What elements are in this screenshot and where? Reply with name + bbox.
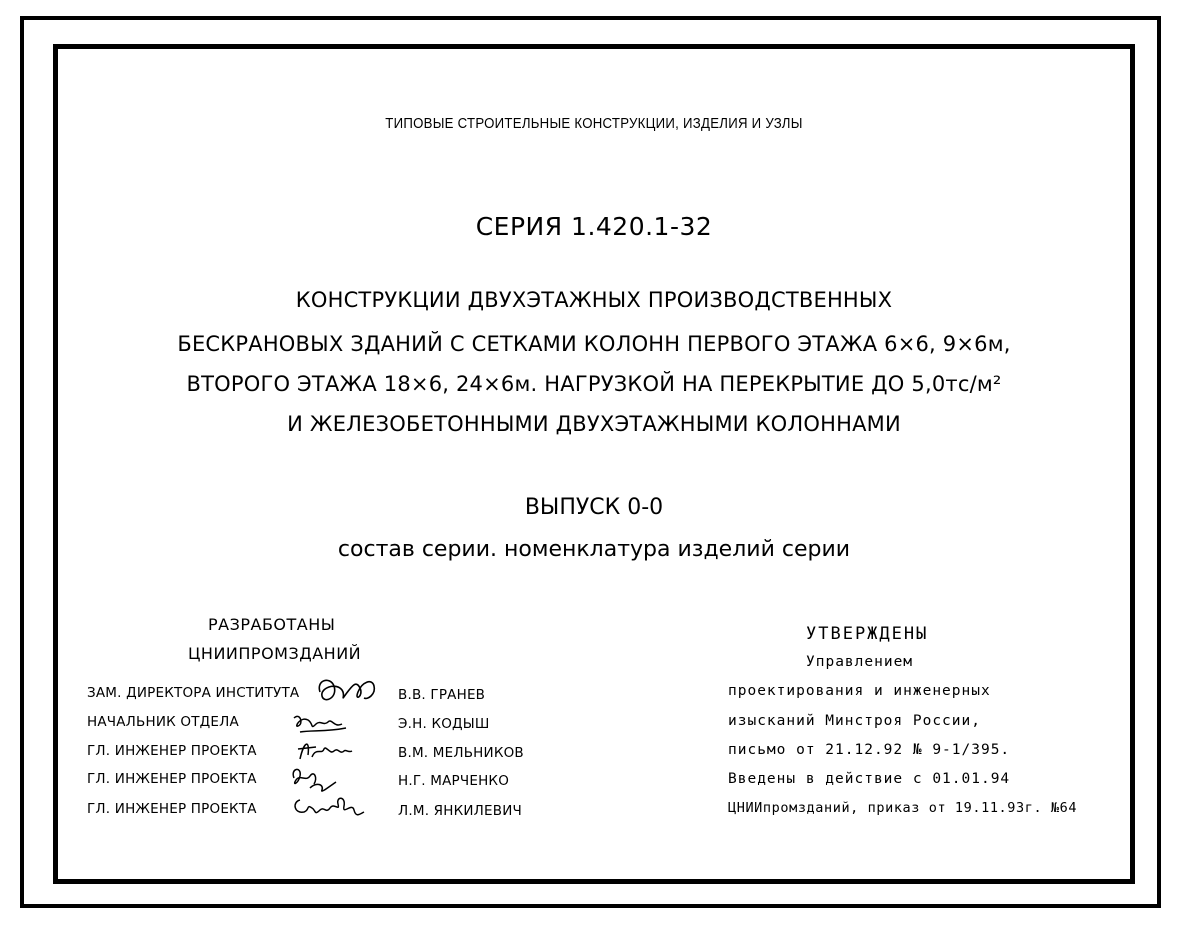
approved-heading: УТВЕРЖДЕНЫ bbox=[806, 624, 929, 644]
developed-heading: РАЗРАБОТАНЫ bbox=[208, 615, 336, 634]
staff-role-3: ГЛ. ИНЖЕНЕР ПРОЕКТА bbox=[87, 743, 257, 759]
staff-name-1: В.В. ГРАНЕВ bbox=[398, 687, 486, 703]
staff-name-2: Э.Н. КОДЫШ bbox=[398, 716, 490, 732]
staff-role-5: ГЛ. ИНЖЕНЕР ПРОЕКТА bbox=[87, 801, 257, 817]
signature-4 bbox=[286, 764, 346, 794]
approved-line-4: письмо от 21.12.92 № 9-1/395. bbox=[728, 742, 1011, 758]
staff-name-3: В.М. МЕЛЬНИКОВ bbox=[398, 745, 524, 761]
staff-role-1: ЗАМ. ДИРЕКТОРА ИНСТИТУТА bbox=[87, 685, 300, 701]
approved-line-1: Управлением bbox=[806, 654, 914, 670]
staff-role-2: НАЧАЛЬНИК ОТДЕЛА bbox=[87, 714, 239, 730]
issue-label: ВЫПУСК 0-0 bbox=[524, 495, 664, 520]
staff-role-4: ГЛ. ИНЖЕНЕР ПРОЕКТА bbox=[87, 771, 257, 787]
signature-5 bbox=[290, 792, 368, 824]
signature-2 bbox=[290, 710, 350, 736]
approved-line-6: ЦНИИпромзданий, приказ от 19.11.93г. №64 bbox=[728, 800, 1078, 816]
staff-name-4: Н.Г. МАРЧЕНКО bbox=[398, 773, 510, 789]
title-line-2: БЕСКРАНОВЫХ ЗДАНИЙ С СЕТКАМИ КОЛОНН ПЕРВОГО ЭТАЖА 6×6, 9×6м, bbox=[177, 332, 1011, 356]
approved-line-2: проектирования и инженерных bbox=[728, 683, 991, 699]
series-number: СЕРИЯ 1.420.1-32 bbox=[475, 212, 713, 241]
staff-name-5: Л.М. ЯНКИЛЕВИЧ bbox=[398, 803, 522, 819]
title-line-3: ВТОРОГО ЭТАЖА 18×6, 24×6м. НАГРУЗКОЙ НА ПЕРЕКРЫТИЕ ДО 5,0тс/м² bbox=[186, 372, 1002, 396]
approved-line-5: Введены в действие с 01.01.94 bbox=[728, 771, 1011, 787]
document-header: ТИПОВЫЕ СТРОИТЕЛЬНЫЕ КОНСТРУКЦИИ, ИЗДЕЛИЯ И УЗЛЫ bbox=[385, 115, 803, 132]
title-line-1: КОНСТРУКЦИИ ДВУХЭТАЖНЫХ ПРОИЗВОДСТВЕННЫХ bbox=[295, 288, 893, 312]
issue-subtitle: состав серии. номенклатура изделий серии bbox=[337, 537, 851, 562]
signature-3 bbox=[294, 737, 354, 765]
developer-organization: ЦНИИПРОМЗДАНИЙ bbox=[188, 644, 362, 663]
signature-1 bbox=[312, 672, 382, 710]
title-line-4: И ЖЕЛЕЗОБЕТОННЫМИ ДВУХЭТАЖНЫМИ КОЛОННАМИ bbox=[287, 412, 901, 436]
approved-line-3: изысканий Минстроя России, bbox=[728, 713, 981, 729]
